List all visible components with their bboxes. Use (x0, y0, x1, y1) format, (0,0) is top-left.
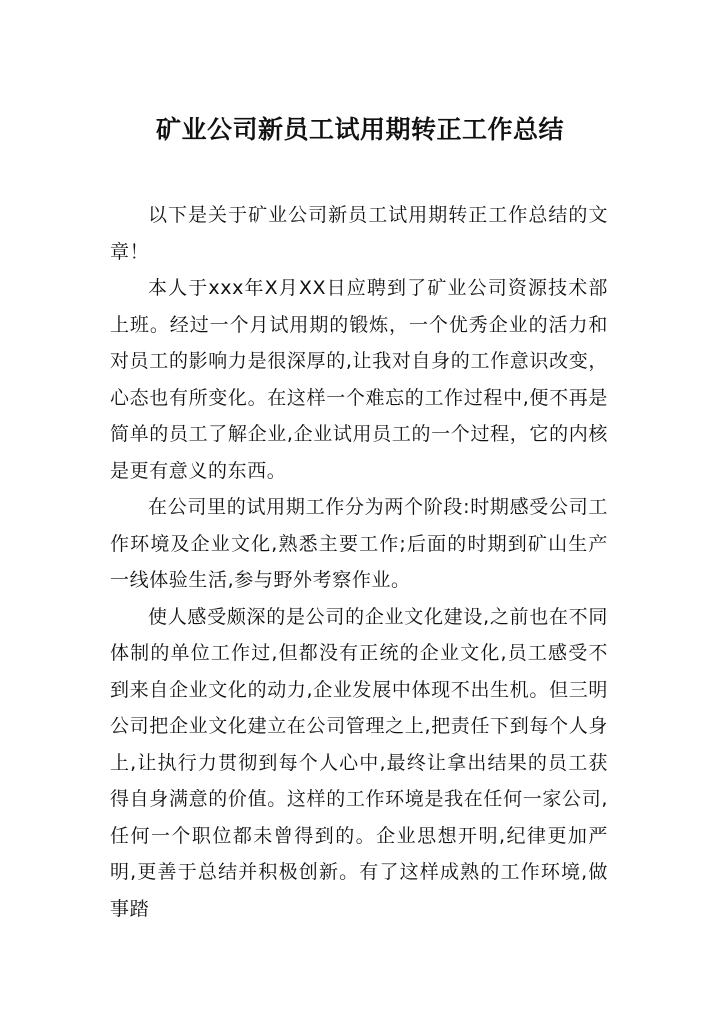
paragraph-background: 本人于xxx年X月XX日应聘到了矿业公司资源技术部上班。经过一个月试用期的锻炼，一个优秀企业的活力和对员工的影响力是很深厚的,让我对自身的工作意识改变，心态也有所变化。在这样一个难忘的工作过程中,便不再是简单的员工了解企业,企业试用员工的一个过程，它的内核是更有意义的东西。 (110, 277, 608, 482)
paragraph-intro: 以下是关于矿业公司新员工试用期转正工作总结的文章！ (110, 204, 608, 263)
document-body (110, 197, 608, 927)
paragraph-corporate-culture: 使人感受颇深的是公司的企业文化建设,之前也在不同体制的单位工作过,但都没有正统的企业文化,员工感受不到来自企业文化的动力,企业发展中体现不出生机。但三明公司把企业文化建立在公司管理之上,把责任下到每个人身上,让执行力贯彻到每个人心中,最终让拿出结果的员工获得自身满意的价值。这样的工作环境是我在任何一家公司,任何一个职位都未曾得到的。企业思想开明,纪律更加严明,更善于总结并积极创新。有了这样成熟的工作环境,做事踏 (110, 605, 608, 920)
paragraph-probation-stages: 在公司里的试用期工作分为两个阶段:时期感受公司工作环境及企业文化,熟悉主要工作;后面的时期到矿山生产一线体验生活,参与野外考察作业。 (110, 496, 608, 591)
document-title: 矿业公司新员工试用期转正工作总结 (155, 115, 564, 144)
